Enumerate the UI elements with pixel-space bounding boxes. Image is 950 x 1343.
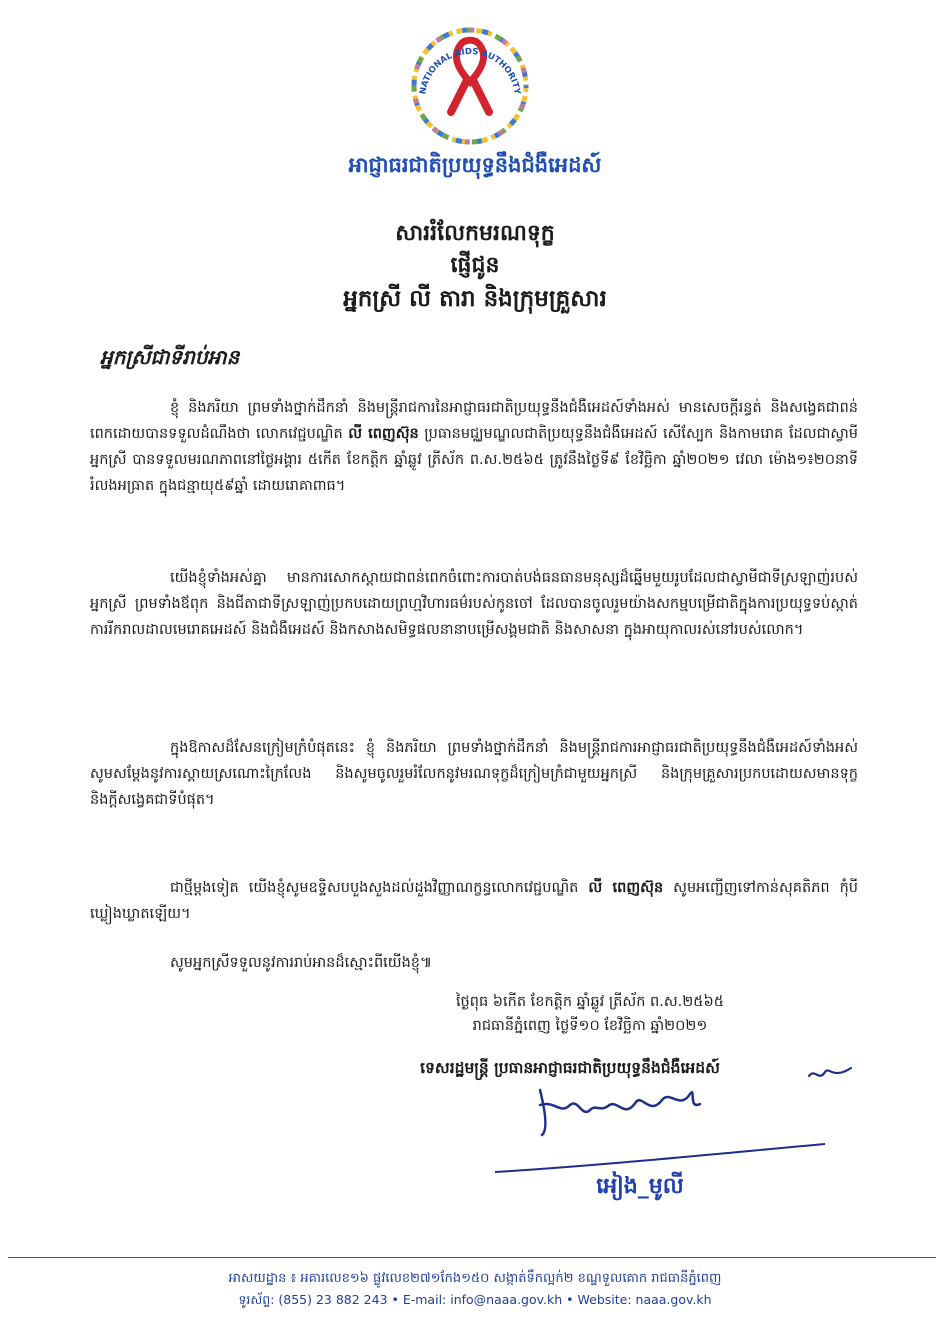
signer-name: អៀង_មូលី xyxy=(596,1174,684,1199)
signer-title: ទេសរដ្ឋមន្រ្តី ប្រធានអាជ្ញាធរជាតិប្រយុទ្ធនឹងជំងឺអេដស៍ xyxy=(420,1059,720,1077)
svg-text:NATIONAL AIDS AUTHORITY xyxy=(418,47,522,96)
title-line-2: ផ្ញើជូន xyxy=(450,253,500,278)
org-name: អាជ្ញាធរជាតិប្រយុទ្ធនឹងជំងឺអេដស៍ xyxy=(348,153,602,177)
deceased-name-2: លី ពេញស៊ុន xyxy=(588,880,664,896)
lunar-date: ថ្ងៃពុធ ៦កើត ខែកត្តិក ឆ្នាំឆ្លូវ ត្រីស័ក ព.ស.២៥៦៥ xyxy=(455,994,725,1010)
paragraph-3: ក្នុងឱកាសដ៏សែនក្រៀមក្រំបំផុតនេះ ខ្ញុំ និងភរិយា ព្រមទាំងថ្នាក់ដឹកនាំ និងមន្រ្តីរាជការអាជ្ញាធរជាតិប្រយុទ្ធនឹងជំងឺអេដស៍ទាំងអស់ សូមសម្តែងនូវការស្តាយស្រណោះក្រៃលែង និងសូមចូលរួមរំលែកនូវមរណទុក្ខដ៏ក្រៀមក្រំជាមួយអ្នកស្រី និងក្រុមគ្រួសារប្រកបដោយសមានទុក្ខ និងក្តីសង្វេគជាទីបំផុត។ xyxy=(90,740,858,808)
paragraph-4-text-a: ជាថ្មីម្តងទៀត យើងខ្ញុំសូមឧទ្ទិសបបួងសួងដល់ដួងវិញ្ញាណក្ខន្ធលោកវេជ្ជបណ្ឌិត xyxy=(170,880,589,896)
paragraph-4-text-b: សូមអញ្ជើញទៅកាន់សុគតិភព កុំបីឃ្លៀងឃ្លាតឡើយ។ xyxy=(90,880,858,922)
paragraph-1-text-b: ប្រធានមជ្ឈមណ្ឌលជាតិប្រយុទ្ធនឹងជំងឺអេដស៍ សើស្បែក និងកាមរោគ ដែលជាស្វាមីអ្នកស្រី បានទទួលមរណភាពនៅថ្ងៃអង្គារ ៥កើត ខែកត្តិក ឆ្នាំឆ្លូវ ត្រីស័ក ព.ស.២៥៦៥ ត្រូវនឹងថ្ងៃទី៩ ខែវិច្ឆិកា ឆ្នាំ២០២១ វេលា ម៉ោង១៖២០នាទីរំលងអធ្រាត ក្នុងជន្មាយុ៥៩ឆ្នាំ ដោយរោគាពាធ។ xyxy=(90,426,858,494)
naa-logo xyxy=(395,14,545,154)
deceased-name: លី ពេញស៊ុន xyxy=(348,426,419,442)
title-line-1: សាររំលែកមរណទុក្ខ xyxy=(395,221,555,246)
logo-text: NATIONAL AIDS AUTHORITY xyxy=(418,46,522,96)
initial-mark-icon xyxy=(805,1062,855,1084)
red-ribbon-logo-icon xyxy=(395,14,545,154)
date-block xyxy=(380,990,800,1038)
title-line-3: អ្នកស្រី លី តារា និងក្រុមគ្រួសារ xyxy=(343,286,607,312)
paragraph-1 xyxy=(90,395,858,499)
paragraph-2: យើងខ្ញុំទាំងអស់គ្នា មានការសោកស្តាយជាពន់ពេកចំពោះការបាត់បង់ធនធានមនុស្សដ៏ឆ្នើមមួយរូបដែលជាស្វាមីជាទីស្រឡាញ់របស់អ្នកស្រី ព្រមទាំងឪពុក និងជីតាជាទីស្រឡាញ់ប្រកបដោយព្រហ្មវិហារធម៌របស់កូនចៅ ដែលបានចូលរួមយ៉ាងសកម្មបម្រើជាតិក្នុងការប្រយុទ្ធទប់ស្កាត់ការរីករាលដាលមេរោគអេដស៍ និងជំងឺអេដស៍ និងកសាងសមិទ្ធផលនានាបម្រើសង្គមជាតិ និងសាសនា ក្នុងអាយុកាលរស់នៅរបស់លោក។ xyxy=(90,570,858,638)
handwritten-signature-icon xyxy=(520,1080,720,1140)
footer-divider xyxy=(8,1257,936,1258)
paragraph-1-text-a: ខ្ញុំ និងភរិយា ព្រមទាំងថ្នាក់ដឹកនាំ និងមន្រ្តីរាជការនៃអាជ្ញាធរជាតិប្រយុទ្ធនឹងជំងឺអេដស៍ទាំងអស់ មានសេចក្តីរន្ធត់ និងសង្វេគជាពន់ពេកដោយបានទទួលដំណឹងថា លោកវេជ្ជបណ្ឌិត xyxy=(90,400,858,442)
paragraph-4 xyxy=(90,875,858,927)
solar-date: រាជធានីភ្នំពេញ ថ្ងៃទី១០ ខែវិច្ឆិកា ឆ្នាំ២០២១ xyxy=(472,1018,708,1034)
closing-line: សូមអ្នកស្រីទទួលនូវការរាប់អានដ៏ស្មោះពីយើងខ្ញុំ៕ xyxy=(170,955,433,971)
footer-address: អាសយដ្ឋាន ៖ អគារលេខ១៦ ផ្លូវលេខ២៧១កែង១៥០ សង្កាត់ទឹកល្អក់២ ខណ្ឌទួលគោក រាជធានីភ្នំពេញ xyxy=(228,1271,722,1286)
salutation: អ្នកស្រីជាទីរាប់អាន xyxy=(100,345,240,369)
footer-contact: ទូរស័ព្ទ: (855) 23 882 243 • E-mail: info@naaa.gov.kh • Website: naaa.gov.kh xyxy=(238,1292,712,1307)
letter-title xyxy=(150,218,800,316)
